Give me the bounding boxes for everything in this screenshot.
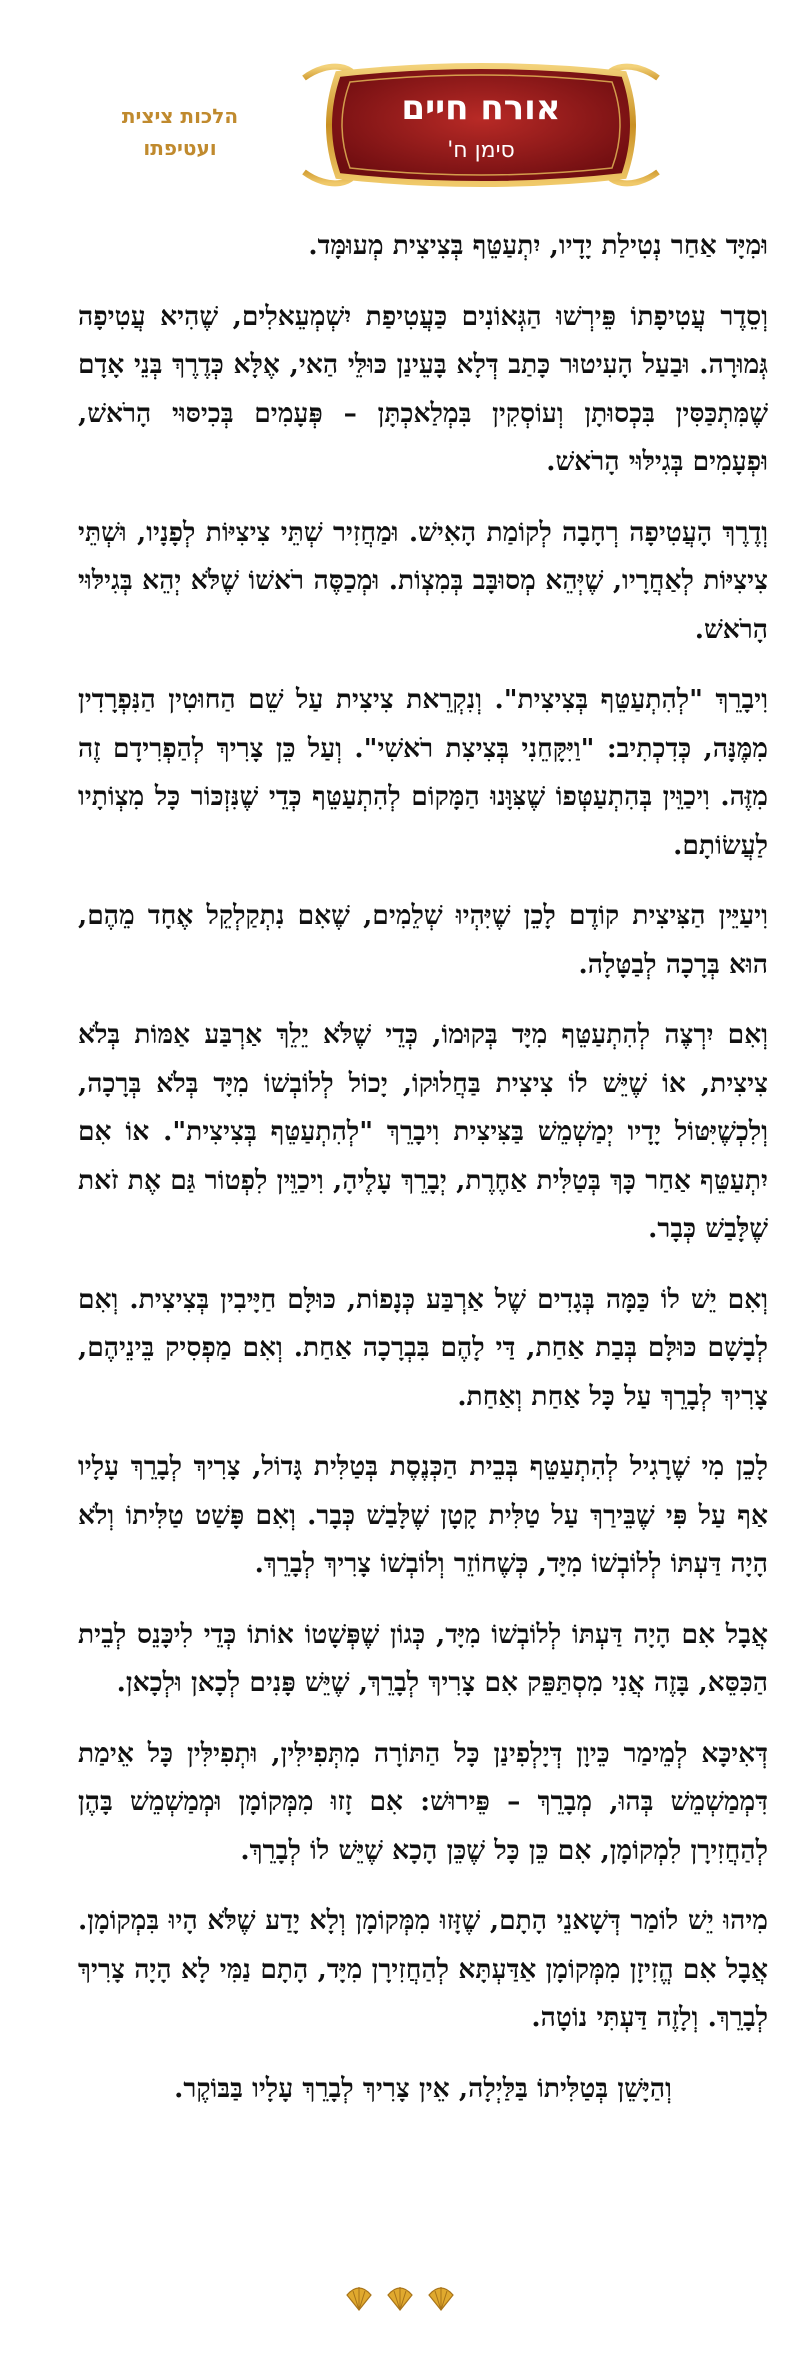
shell-icon: [344, 2283, 374, 2313]
paragraph: וְדֶרֶךְ הָעֲטִיפָה רְחָבָה לְקוֹמַת הָאִישׁ. וּמַחֲזִיר שְׁתֵּי צִיצִיּוֹת לְפָנָיו, וּשְׁתֵּי צִיצִיּוֹת לְאַחֲרָיו, שֶׁיְּהֵא מְסוּבָּב בְּמִצְוֹת. וּמְכַסֶּה רֹאשׁוֹ שֶׁלֹּא יְהֵא בְּגִילּוּי הָרֹאשׁ.: [78, 516, 768, 645]
page-title: אורח חיים: [401, 88, 561, 128]
title-plaque: [298, 60, 664, 190]
shell-icon: [385, 2283, 415, 2313]
section-side-note: הלכות ציצית ועטיפתו: [121, 104, 239, 160]
paragraph: מִיהוּ יֵשׁ לוֹמַר דְּשָׁאנֵי הָתָם, שֶׁזָּזוּ מִמְּקוֹמָן וְלָא יָדַע שֶׁלֹּא הָיוּ בִּמְקוֹמָן. אֲבָל אִם הֱזִיזָן מִמְּקוֹמָן אַדַּעְתָּא לְהַחֲזִירָן מִיָּד, הָתָם נַמִּי לָא הָיָה צָרִיךְ לְבָרֵךְ. וְלָזֶה דַּעְתִּי נוֹטָה.: [78, 1905, 768, 2033]
paragraph: וְסֵדֶר עֲטִיפָתוֹ פֵּירְשׁוּ הַגְּאוֹנִים כַּעֲטִיפַת יִשְׁמְעֵאלִים, שֶׁהִיא עֲטִיפָה גְּמוּרָה. וּבַעַל הָעִיטוּר כָּתַב דְּלָא בָּעֵינַן כּוּלֵּי הַאי, אֶלָּא כְּדֶרֶךְ בְּנֵי אָדָם שֶׁמִּתְכַּסִּין בִּכְסוּתָן וְעוֹסְקִין בִּמְלַאכְתָּן – פְּעָמִים בְּכִיסּוּי הָרֹאשׁ, וּפְעָמִים בְּגִילּוּי הָרֹאשׁ.: [78, 300, 768, 477]
paragraph: וִיבָרֵךְ "לְהִתְעַטֵּף בְּצִיצִית". וְנִקְרֵאת צִיצִית עַל שֵׁם הַחוּטִין הַנִּפְרָדִין מִמֶּנָּה, כְּדִכְתִיב: "וַיִּקָּחֵנִי בְּצִיצִת רֹאשִׁי". וְעַל כֵּן צָרִיךְ לְהַפְרִידָם זֶה מִזֶּה. וִיכַוֵּין בְּהִתְעַטְּפוֹ שֶׁצִּוָּנוּ הַמָּקוֹם לְהִתְעַטֵּף כְּדֵי שֶׁנִּזְכּוֹר כָּל מִצְוֹתָיו לַעֲשׂוֹתָם.: [78, 684, 768, 861]
paragraph: אֲבָל אִם הָיָה דַּעְתּוֹ לְלוֹבְשׁוֹ מִיָּד, כְּגוֹן שֶׁפְּשָׁטוֹ אוֹתוֹ כְּדֵי לִיכָּנֵס לְבֵית הַכִּסֵּא, בָּזֶה אֲנִי מִסְתַּפֵּק אִם צָרִיךְ לְבָרֵךְ, שֶׁיֵּשׁ פָּנִים לְכָאן וּלְכָאן.: [78, 1618, 768, 1698]
paragraph: לָכֵן מִי שֶׁרָגִיל לְהִתְעַטֵּף בְּבֵית הַכְּנֶסֶת בְּטַלִּית גָּדוֹל, צָרִיךְ לְבָרֵךְ עָלָיו אַף עַל פִּי שֶׁבֵּירַךְ עַל טַלִּית קָטָן שֶׁלָּבַשׁ כְּבָר. וְאִם פָּשַׁט טַלִּיתוֹ וְלֹא הָיָה דַּעְתּוֹ לְלוֹבְשׁוֹ מִיָּד, כְּשֶׁחוֹזֵר וְלוֹבְשׁוֹ צָרִיךְ לְבָרֵךְ.: [78, 1451, 768, 1579]
paragraph: וְאִם יִרְצֶה לְהִתְעַטֵּף מִיָּד בְּקוּמוֹ, כְּדֵי שֶׁלֹּא יֵלֵךְ אַרְבַּע אַמּוֹת בְּלֹא צִיצִית, אוֹ שֶׁיֵּשׁ לוֹ צִיצִית בַּחֲלוּקוֹ, יָכוֹל לְלוֹבְשׁוֹ מִיָּד בְּלֹא בְּרָכָה, וְלִכְשֶׁיִּטּוֹל יָדָיו יְמַשְׁמֵשׁ בַּצִּיצִית וִיבָרֵךְ "לְהִתְעַטֵּף בְּצִיצִית". אוֹ אִם יִתְעַטֵּף אַחַר כָּךְ בְּטַלִּית אַחֶרֶת, יְבָרֵךְ עָלֶיהָ, וִיכַוֵּין לִפְטוֹר גַּם אֶת זֹאת שֶׁלָּבַשׁ כְּבָר.: [78, 1019, 768, 1244]
paragraph: וְאִם יֵשׁ לוֹ כַּמָּה בְּגָדִים שֶׁל אַרְבַּע כְּנָפוֹת, כּוּלָּם חַיָּיבִין בְּצִיצִית. וְאִם לְבָשָׁם כּוּלָּם בְּבַת אַחַת, דַּי לָהֶם בִּבְרָכָה אַחַת. וְאִם מַפְסִיק בֵּינֵיהֶם, צָרִיךְ לְבָרֵךְ עַל כָּל אַחַת וְאַחַת.: [78, 1283, 768, 1412]
page-subtitle: סימן ח': [447, 138, 515, 163]
paragraph: וּמִיָּד אַחַר נְטִילַת יָדָיו, יִתְעַטֵּף בְּצִיצִית מְעוּמָּד.: [308, 230, 768, 261]
shell-icon: [426, 2283, 456, 2313]
paragraph: וִיעַיֵּין הַצִּיצִית קוֹדֶם לָכֵן שֶׁיִּהְיוּ שְׁלֵמִים, שֶׁאִם נִתְקַלְקֵל אֶחָד מֵהֶם, הוּא בְּרָכָה לְבַטָּלָה.: [78, 900, 768, 980]
halacha-text: [78, 222, 768, 2135]
paragraph: וְהַיָּשֵׁן בְּטַלִּיתוֹ בַּלַּיְלָה, אֵין צָרִיךְ לְבָרֵךְ עָלָיו בַּבּוֹקֶר.: [174, 2072, 672, 2104]
paragraph: דְּאִיכָּא לְמֵימַר כֵּיוָן דְּיָלְפִינַן כָּל הַתּוֹרָה מִתְּפִילִּין, וּתְפִילִּין כָּל אֵימַת דִּמְמַשְׁמֵשׁ בְּהוּ, מְבָרֵךְ – פֵּירוּשׁ: אִם זָזוּ מִמְּקוֹמָן וּמְמַשְׁמֵשׁ בָּהֶן לְהַחֲזִירָן לִמְקוֹמָן, אִם כֵּן כָּל שֶׁכֵּן הָכָא שֶׁיֵּשׁ לוֹ לְבָרֵךְ.: [78, 1737, 768, 1866]
footer-ornament: [0, 2283, 800, 2323]
header: [0, 0, 800, 200]
